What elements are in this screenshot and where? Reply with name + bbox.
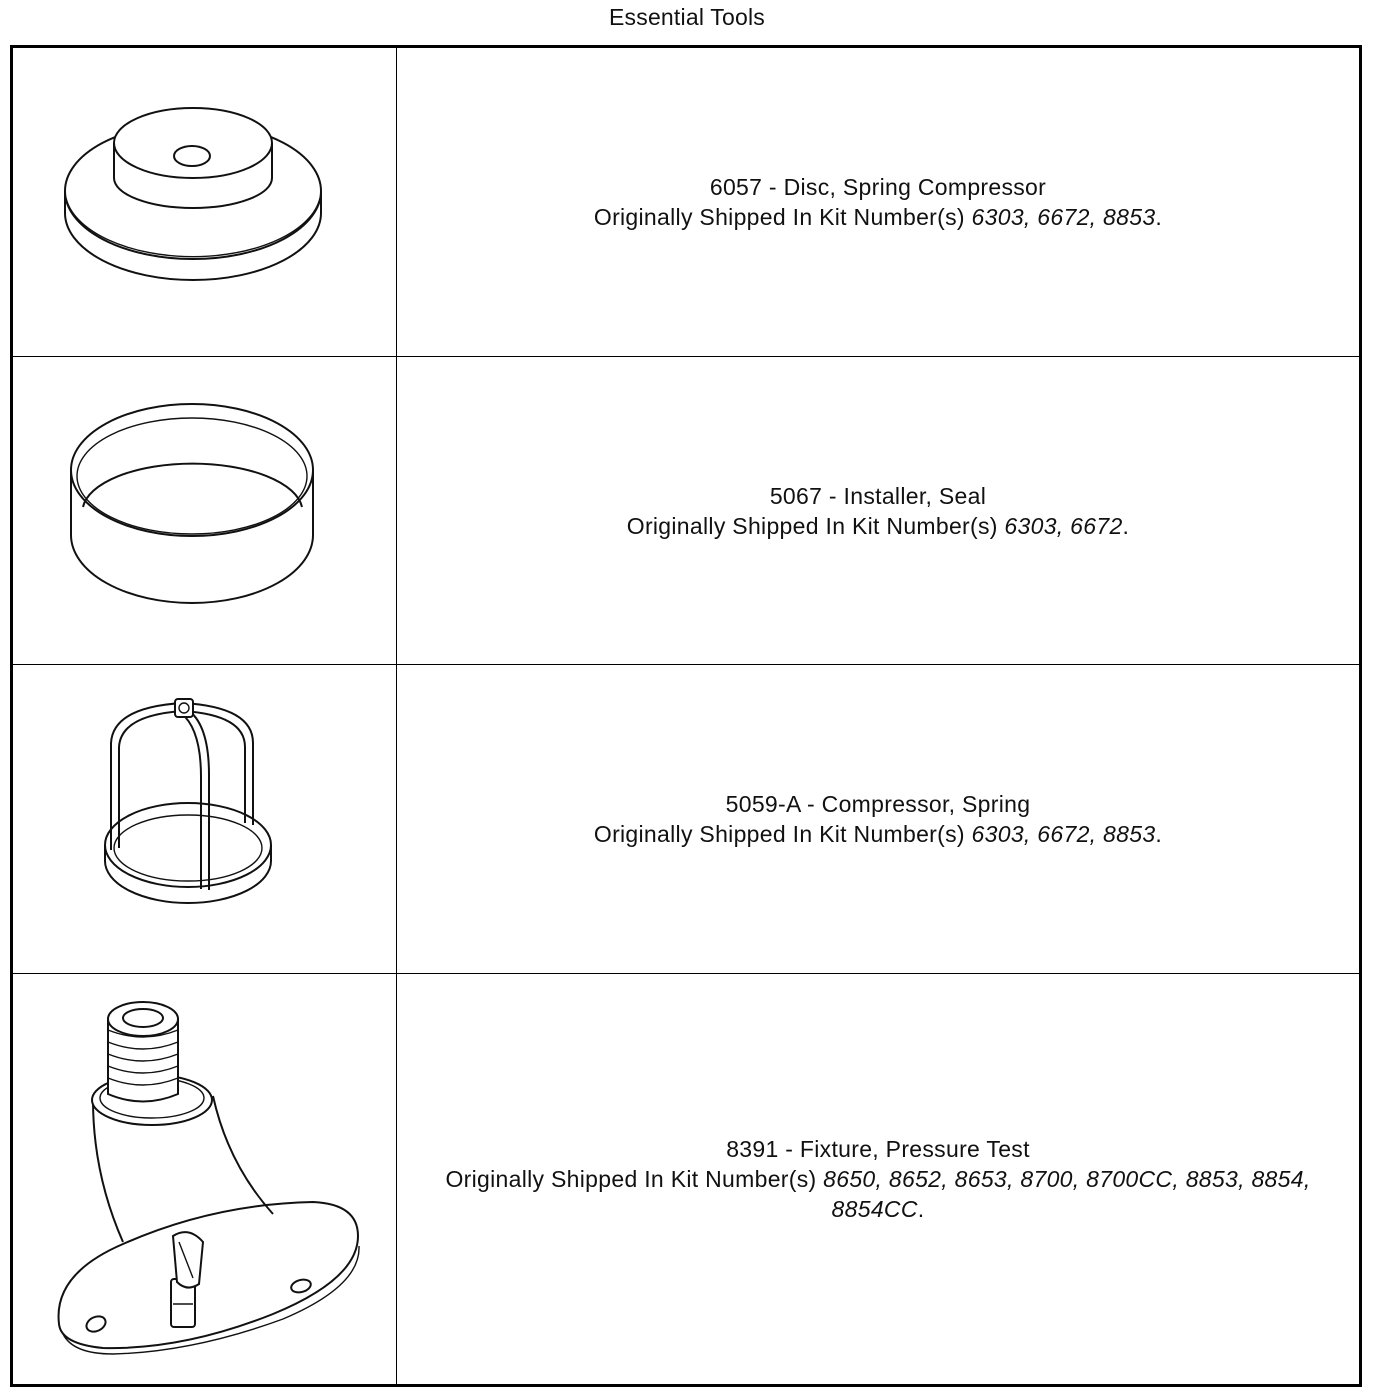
tool-row — [13, 357, 1359, 665]
kit-line — [627, 511, 1130, 541]
tool-name: 6057 - Disc, Spring Compressor — [709, 174, 1047, 200]
kit-line — [594, 202, 1162, 232]
kit-suffix: . — [1155, 204, 1163, 230]
kit-numbers: 6303, 6672 — [1004, 512, 1123, 539]
pressure-test-fixture-illustration — [13, 974, 397, 1384]
kit-numbers: 6303, 6672, 8853 — [971, 821, 1156, 847]
tool-image-cell — [13, 48, 397, 356]
tool-row — [13, 48, 1359, 357]
tool-description — [417, 1134, 1339, 1224]
tool-description-cell — [397, 974, 1359, 1384]
tool-image-cell — [13, 665, 397, 973]
tools-table — [10, 45, 1362, 1387]
tool-description — [594, 172, 1162, 232]
disc-spring-compressor-illustration — [13, 48, 397, 356]
kit-numbers: 8650, 8652, 8653, 8700, 8700CC, 8853, 8854, 8854CC — [823, 1166, 1311, 1222]
tool-name: 5067 - Installer, Seal — [769, 482, 987, 509]
tool-image-cell — [13, 357, 397, 664]
kit-suffix: . — [1122, 512, 1130, 539]
kit-suffix: . — [1155, 821, 1163, 847]
kit-numbers: 6303, 6672, 8853 — [971, 204, 1156, 230]
kit-prefix: Originally Shipped In Kit Number(s) — [445, 1166, 824, 1192]
kit-prefix: Originally Shipped In Kit Number(s) — [593, 204, 972, 230]
kit-line — [594, 819, 1162, 849]
seal-installer-illustration — [13, 357, 397, 664]
page-title: Essential Tools — [609, 4, 765, 30]
tool-description — [594, 789, 1162, 849]
tool-row — [13, 665, 1359, 974]
kit-suffix: . — [917, 1196, 925, 1222]
kit-line — [417, 1164, 1339, 1224]
kit-prefix: Originally Shipped In Kit Number(s) — [626, 512, 1005, 539]
kit-prefix: Originally Shipped In Kit Number(s) — [593, 821, 972, 847]
tool-row — [13, 974, 1359, 1384]
tool-name: 8391 - Fixture, Pressure Test — [726, 1136, 1030, 1162]
tool-description — [627, 481, 1130, 541]
spring-compressor-illustration — [13, 665, 397, 973]
tool-description-cell — [397, 357, 1359, 664]
tool-name: 5059-A - Compressor, Spring — [725, 791, 1031, 817]
tool-image-cell — [13, 974, 397, 1384]
tool-description-cell — [397, 665, 1359, 973]
tool-description-cell — [397, 48, 1359, 356]
